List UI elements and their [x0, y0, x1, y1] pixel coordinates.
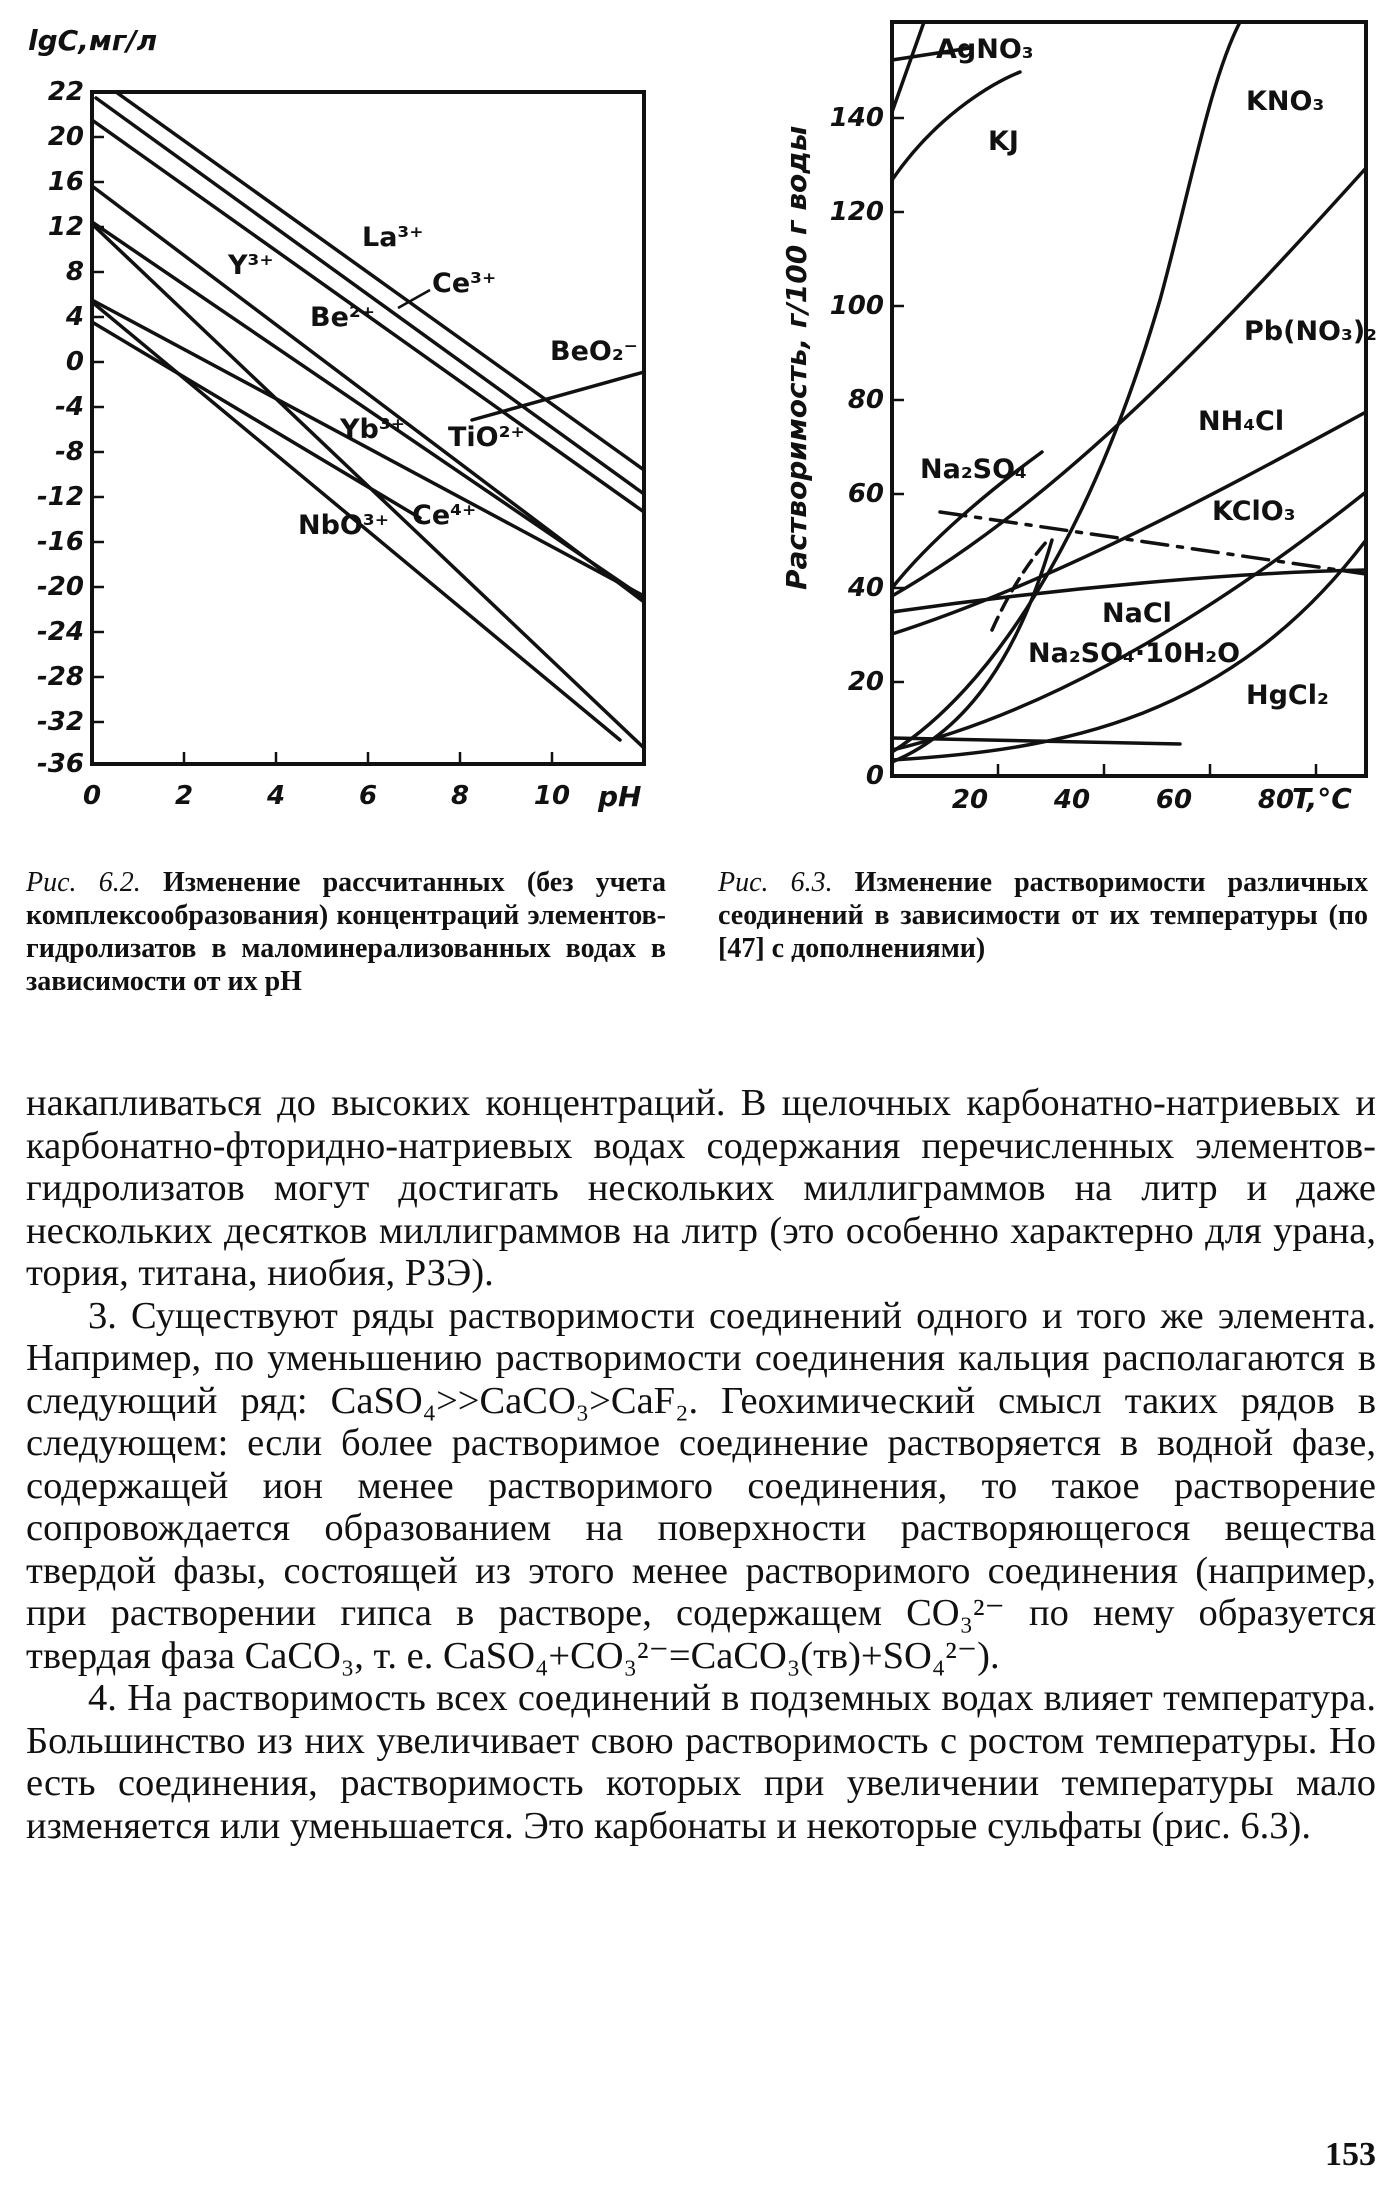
x-tick-label: 4: [266, 781, 286, 811]
curve-agno3: [892, 22, 924, 112]
figure-6-3: [760, 0, 1400, 860]
y-tick-label: -28: [37, 662, 84, 692]
label-be2: Be²⁺: [310, 302, 375, 333]
y-tick-label: 140: [829, 103, 884, 133]
paragraph: 3. Существуют ряды растворимости соединений одного и того же элемента. Например, по уменьшению растворимости соединения кальция располагаются в следующий ряд: CaSO₄>>CaCO₃>CaF₂. Геохимический смысл таких рядов в следующем: если более растворимое соединение растворяется в водной фазе, содержащей ион менее растворимого соединения, то такое растворение сопровождается образованием на поверхности растворяющегося вещества твердой фазы, состоящей из этого менее растворимого соединения (например, при растворении гипса в растворе, содержащем CO₃²⁻ по нему образуется твердая фаза CaCO₃, т. е. CaSO₄+CO₃²⁻=CaCO₃(тв)+SO₄²⁻).: [26, 1294, 1376, 1677]
label-agno3: AgNO₃: [936, 34, 1034, 65]
label-pbno3: Pb(NO₃)₂: [1244, 316, 1377, 347]
x-tick-label: 60: [1155, 785, 1193, 815]
x-tick-label: 2: [174, 781, 194, 811]
figure-6-2: [0, 0, 700, 860]
y-tick-label: -32: [37, 707, 84, 737]
y-tick-label: 4: [65, 302, 84, 332]
label-na2so4: Na₂SO₄: [920, 454, 1027, 485]
y-axis-title: Растворимость, г/100 г воды: [780, 125, 813, 590]
y-tick-label: 60: [847, 479, 884, 509]
label-hgcl2: HgCl₂: [1246, 680, 1329, 711]
label-nbo3: NbO³⁺: [298, 510, 389, 541]
curve-beo2: [472, 372, 644, 420]
y-tick-label: 40: [847, 573, 884, 603]
x-tick-label: 80: [1257, 785, 1295, 815]
label-nacl: NaCl: [1102, 598, 1172, 629]
x-tick-label: 8: [450, 781, 470, 811]
x-tick-label: 0: [82, 781, 102, 811]
y-tick-label: -36: [37, 749, 84, 779]
y-tick-label: -24: [37, 617, 84, 647]
label-kno3: KNO₃: [1246, 86, 1325, 117]
y-tick-label: 20: [847, 667, 884, 697]
y-tick-label: 0: [865, 761, 884, 791]
y-tick-label: -16: [37, 527, 84, 557]
x-tick-labels: [952, 785, 1294, 815]
x-axis-title: T,°C: [1292, 782, 1352, 815]
x-tick-label: 40: [1053, 785, 1091, 815]
y-tick-label: 80: [847, 385, 884, 415]
label-ce4: Ce⁴⁺: [412, 500, 477, 531]
caption-text: Изменение рассчитанных (без учета комплексообразования) концентраций элементов-гидролизатов в маломинерализованных водах в зависимости от их pH: [26, 867, 667, 997]
label-tio2: TiO²⁺: [448, 422, 525, 453]
label-y3: Y³⁺: [228, 250, 274, 281]
x-tick-label: 6: [358, 781, 378, 811]
y-tick-label: 100: [829, 291, 884, 321]
y-tick-label: -8: [55, 437, 84, 467]
body-text: [26, 1082, 1376, 1847]
y-tick-label: 16: [47, 167, 84, 197]
y-axis-title: lgC,мг/л: [28, 24, 158, 57]
y-tick-label: 22: [47, 77, 84, 107]
y-tick-label: -12: [37, 482, 84, 512]
label-kj: KJ: [988, 126, 1019, 157]
label-beo2: BeO₂⁻: [550, 336, 638, 367]
y-tick-labels: [37, 77, 84, 779]
caption-number: Рис. 6.2.: [26, 867, 141, 898]
label-nh4cl: NH₄Cl: [1198, 406, 1285, 437]
figure-caption-6-3: [718, 866, 1368, 965]
paragraph: 4. На растворимость всех соединений в подземных водах влияет температура. Большинство из них увеличивает свою растворимость с ростом температуры. Но есть соединения, растворимость которых при увеличении температуры мало изменяется или уменьшается. Это карбонаты и некоторые сульфаты (рис. 6.3).: [26, 1677, 1376, 1847]
page-number: 153: [1325, 2136, 1376, 2173]
caption-number: Рис. 6.3.: [718, 867, 833, 898]
label-la3: La³⁺: [362, 222, 424, 253]
y-tick-label: 20: [47, 122, 84, 152]
label-yb3: Yb³⁺: [340, 414, 405, 445]
y-tick-label: 120: [829, 197, 884, 227]
label-ce3: Ce³⁺: [432, 268, 497, 299]
label-kclo3: KClO₃: [1212, 496, 1296, 527]
label-na2so4-10h2o: Na₂SO₄·10H₂O: [1028, 638, 1241, 669]
y-tick-label: -20: [37, 572, 84, 602]
y-tick-label: -4: [55, 392, 84, 422]
x-tick-label: 10: [533, 781, 571, 811]
x-tick-labels: [83, 781, 570, 811]
y-tick-labels: [830, 103, 884, 791]
curve-pbno3: [892, 168, 1366, 596]
x-axis-title: pH: [598, 780, 642, 813]
y-tick-label: 12: [47, 212, 84, 242]
y-tick-label: 0: [65, 347, 84, 377]
paragraph: накапливаться до высоких концентраций. В щелочных карбонатно-натриевых и карбонатно-фторидно-натриевых водах содержания перечисленных элементов-гидролизатов могут достигать нескольких миллиграммов на литр и даже нескольких десятков миллиграммов на литр (это особенно характерно для урана, тория, титана, ниобия, РЗЭ).: [26, 1082, 1376, 1294]
figure-caption-6-2: [26, 866, 666, 998]
y-tick-label: 8: [65, 257, 84, 287]
caption-text: Изменение растворимости различных сеодинений в зависимости от их температуры (по [47] с дополнениями): [718, 867, 1369, 964]
x-tick-label: 20: [951, 785, 989, 815]
